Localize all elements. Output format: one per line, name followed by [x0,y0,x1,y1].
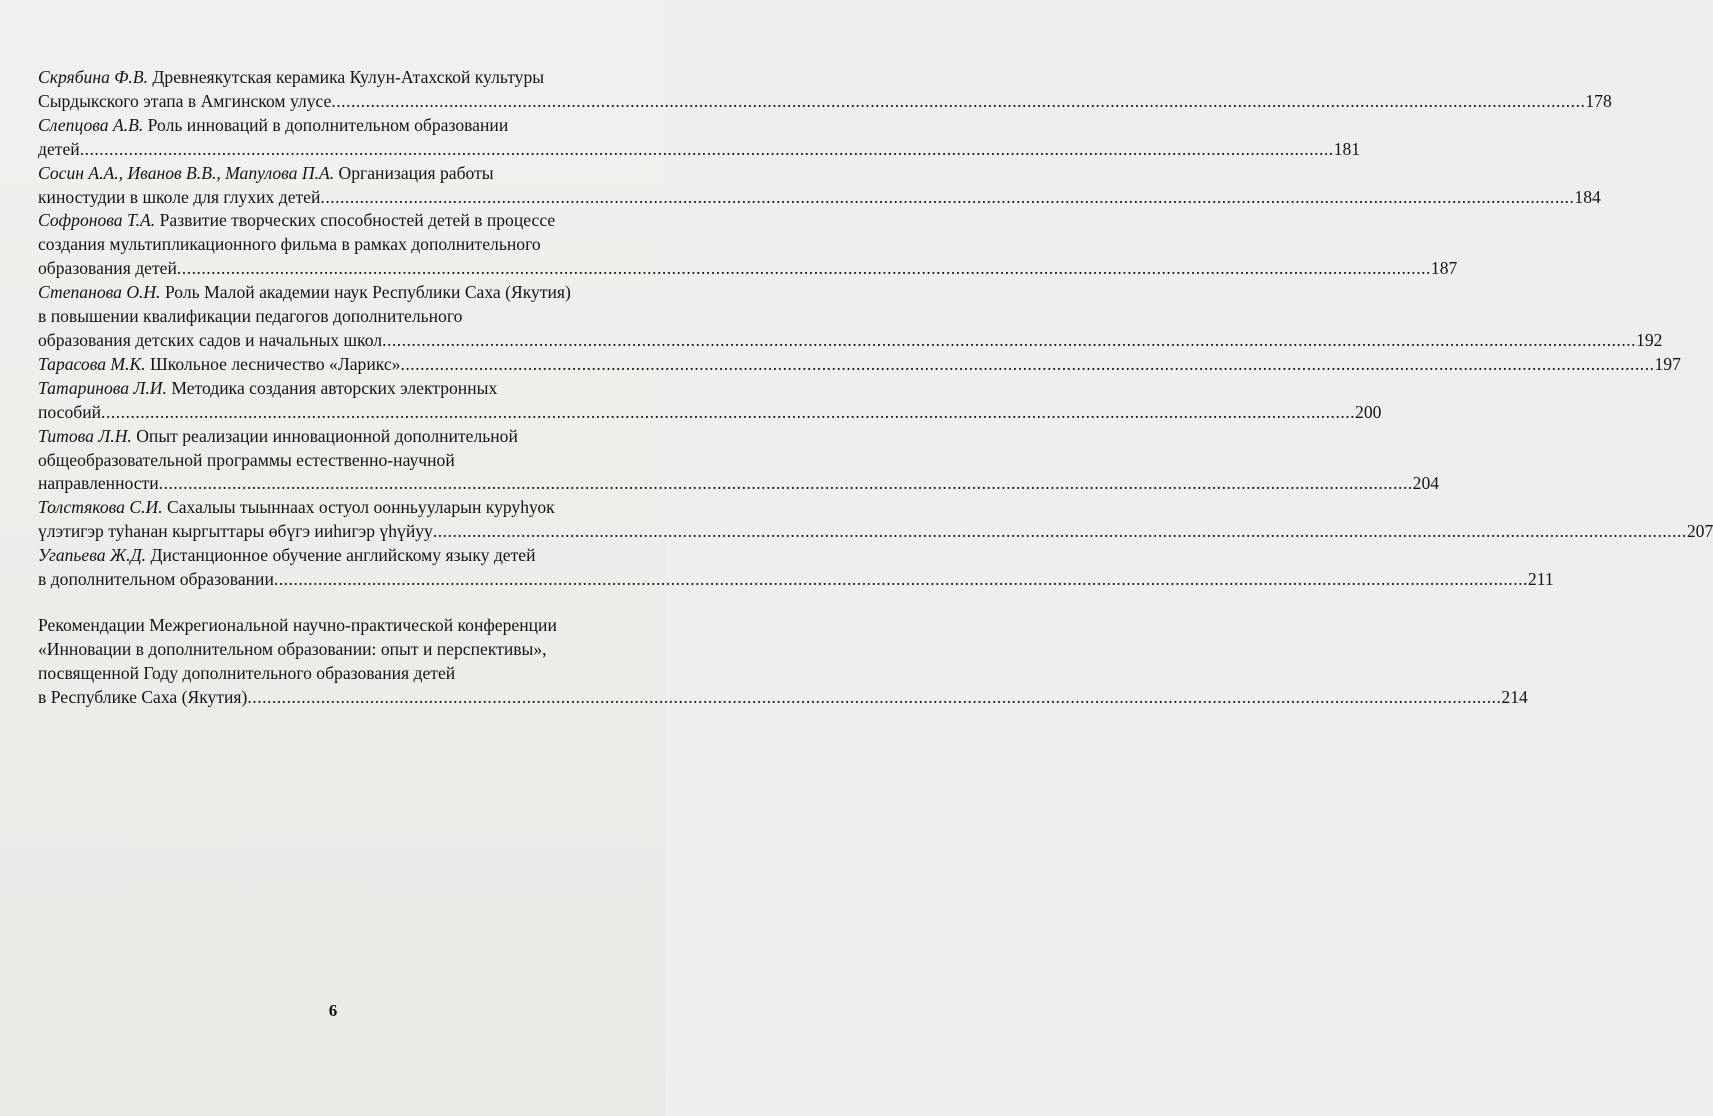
toc-line [38,686,1528,710]
toc-line [38,209,638,233]
toc-entry [38,377,1382,425]
toc-title-line: создания мультипликационного фильма в рамках дополнительного [38,234,541,255]
leader-dots [433,520,1687,544]
leader-dots [320,186,1574,210]
toc-title-line [38,544,536,568]
toc-author: Степанова О.Н. [38,282,161,303]
toc-page-number: 187 [1430,258,1458,279]
page-number: 6 [328,1001,338,1020]
toc-entry [38,353,1681,377]
toc-page-number: 214 [1501,686,1528,707]
toc-line [38,90,1612,114]
toc-title-line: «Инновации в дополнительном образовании: опыт и перспективы», [38,638,547,659]
toc-page-number: 204 [1412,473,1440,494]
toc-page-number: 197 [1654,353,1681,374]
toc-title-text: Дистанционное обучение английскому языку детей [150,545,536,566]
toc-title-line: Рекомендации Межрегиональной научно-практической конференции [38,614,557,635]
toc-title-line: образования детей [38,258,177,279]
toc-title-line [38,496,555,520]
toc-author: Слепцова А.В. [38,114,144,135]
toc-page-number: 184 [1574,186,1601,207]
toc-title-text: Организация работы [338,162,494,183]
toc-line [38,614,638,638]
toc-line [38,568,1554,592]
toc-line [38,162,638,186]
toc-page-number: 181 [1333,138,1361,159]
toc-title-line: детей [38,138,80,159]
toc-title-line [38,114,508,138]
toc-line [38,329,1663,353]
toc-page-number: 192 [1636,329,1663,350]
toc-author: Скрябина Ф.В. [38,67,148,87]
toc-author: Угапьева Ж.Д. [38,545,147,566]
toc-line [38,233,638,257]
toc-entry [38,425,1440,497]
toc-title-text: Сахалыы тыыннаах остуол оонньууларын куруһуок [167,497,555,518]
toc-entry [38,544,1554,592]
toc-title-line: Сырдыкского этапа в Амгинском улусе [38,90,332,111]
toc-author: Тарасова М.К. [38,353,146,374]
toc-page-number: 207 [1686,521,1713,542]
toc-title-line: общеобразовательной программы естественно-научной [38,449,455,470]
toc-line [38,114,638,138]
toc-title-line: направленности [38,473,159,494]
toc-entry [38,496,1713,544]
toc-title-line [38,281,571,305]
toc-line [38,520,1713,544]
leader-dots [101,401,1355,425]
toc-title-line: в Республике Саха (Якутия) [38,686,248,707]
toc-page-number: 178 [1585,90,1612,111]
toc-line [38,66,638,90]
section-gap [38,592,638,614]
toc-title-line: киностудии в школе для глухих детей [38,186,321,207]
toc-entry [38,162,1601,210]
toc-line [38,472,1440,496]
toc-title-line: в дополнительном образовании [38,569,274,590]
toc-line [38,544,638,568]
toc-title-text: Школьное лесничество «Ларикс» [149,353,401,374]
toc-title-line: образования детских садов и начальных школ [38,329,383,350]
toc-title-text: Древнеякутская керамика Кулун-Атахской культуры [152,67,545,87]
toc-line [38,281,638,305]
toc-line [38,305,638,329]
toc-author: Толстякова С.И. [38,497,163,518]
toc-title-line [38,353,400,377]
toc-entry [38,114,1361,162]
toc-title-text: Развитие творческих способностей детей в процессе [159,210,556,231]
table-of-contents [38,66,1713,710]
toc-line [38,401,1382,425]
toc-entry [38,281,1663,353]
leader-dots [159,472,1413,496]
toc-line [38,186,1601,210]
toc-title-line [38,66,544,90]
toc-line [38,257,1458,281]
toc-line [38,449,638,473]
toc-page-number: 211 [1527,569,1554,590]
toc-title-text: Методика создания авторских электронных [171,377,498,398]
toc-title-line: в повышении квалификации педагогов дополнительного [38,306,463,327]
toc-title-line: посвященной Году дополнительного образования детей [38,662,456,683]
toc-line [38,353,1681,377]
toc-line [38,496,638,520]
toc-entry [38,66,1612,114]
toc-author: Сосин А.А., Иванов В.В., Мапулова П.А. [38,162,335,183]
toc-page-number: 200 [1355,401,1382,422]
toc-title-line [38,162,494,186]
toc-title-line [38,377,497,401]
leader-dots [80,138,1334,162]
toc-line [38,662,638,686]
toc-line [38,425,638,449]
toc-title-text: Роль Малой академии наук Республики Саха (Якутия) [164,282,571,303]
toc-line [38,138,1361,162]
toc-title-line [38,425,518,449]
leader-dots [247,686,1501,710]
leader-dots [382,329,1636,353]
leader-dots [331,90,1585,114]
toc-title-line [38,209,555,233]
toc-title-line: үлэтигэр туһанан кыргыттары өбүгэ ииһигэр үһүйуу [38,521,433,542]
toc-entry [38,209,1458,281]
toc-author: Софронова Т.А. [38,210,156,231]
toc-line [38,638,638,662]
toc-author: Татаринова Л.И. [38,377,167,398]
toc-entry-recommendations [38,614,1528,710]
toc-title-line: пособий [38,401,102,422]
toc-title-text: Роль инноваций в дополнительном образовании [147,114,509,135]
toc-title-text: Опыт реализации инновационной дополнительной [136,425,518,446]
leader-dots [274,568,1528,592]
toc-author: Титова Л.Н. [38,425,132,446]
leader-dots [177,257,1431,281]
leader-dots [400,353,1654,377]
toc-line [38,377,638,401]
